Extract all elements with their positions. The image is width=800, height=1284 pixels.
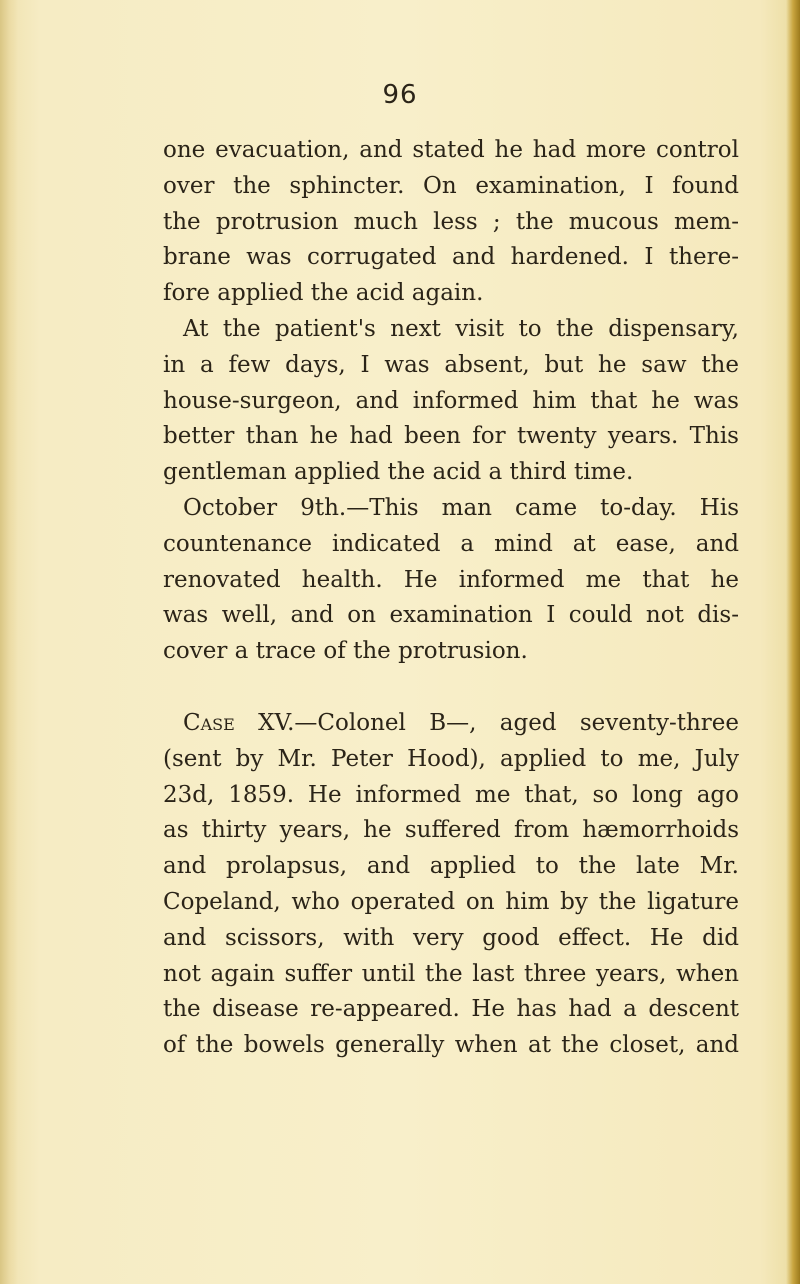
text-line: gentleman applied the acid a third time. <box>163 459 634 486</box>
text-line: fore applied the acid again. <box>163 280 484 307</box>
text-line: of the bowels generally when at the closet, and <box>163 1032 739 1059</box>
paragraph-continuation <box>163 133 739 312</box>
case-first-line <box>163 706 739 742</box>
text-line: Copeland, who operated on him by the ligature <box>163 888 739 915</box>
text-line: countenance indicated a mind at ease, and <box>163 530 739 557</box>
section-gap <box>163 670 739 706</box>
text-line: and prolapsus, and applied to the late Mr. <box>163 853 739 880</box>
body-text <box>163 133 739 1064</box>
page-number: 96 <box>382 80 418 110</box>
paragraph-october-9th <box>163 491 739 670</box>
text-line: better than he had been for twenty years. This <box>163 423 739 450</box>
case-xv-paragraph <box>163 706 739 1064</box>
text-line: as thirty years, he suffered from hæmorrhoids <box>163 817 739 844</box>
text-line: At the patient's next visit to the dispensary, <box>183 315 739 342</box>
text-line: 23d, 1859. He informed me that, so long ago <box>163 781 739 808</box>
text-line: brane was corrugated and hardened. I there- <box>163 244 739 271</box>
text-line: was well, and on examination I could not dis- <box>163 602 739 629</box>
text-line: not again suffer until the last three years, when <box>163 960 739 987</box>
text-line: house-surgeon, and informed him that he was <box>163 387 739 414</box>
text-line: (sent by Mr. Peter Hood), applied to me, July <box>163 745 739 772</box>
text-line: cover a trace of the protrusion. <box>163 638 528 665</box>
text-line: in a few days, I was absent, but he saw the <box>163 351 739 378</box>
text-line: renovated health. He informed me that he <box>163 566 739 593</box>
page-gutter-shadow <box>0 0 18 1284</box>
text-line: over the sphincter. On examination, I found <box>163 172 739 199</box>
case-intro: —Colonel B—, aged seventy-three <box>294 709 739 736</box>
case-heading: Case XV. <box>183 709 295 736</box>
page-edge <box>786 0 800 1284</box>
text-line: one evacuation, and stated he had more control <box>163 137 739 163</box>
text-line: the disease re-appeared. He has had a descent <box>163 996 739 1023</box>
text-line: October 9th.—This man came to-day. His <box>183 494 739 521</box>
paragraph-dispensary-visit <box>163 312 739 491</box>
text-line: the protrusion much less ; the mucous mem- <box>163 208 739 235</box>
text-line: and scissors, with very good effect. He did <box>163 924 739 951</box>
